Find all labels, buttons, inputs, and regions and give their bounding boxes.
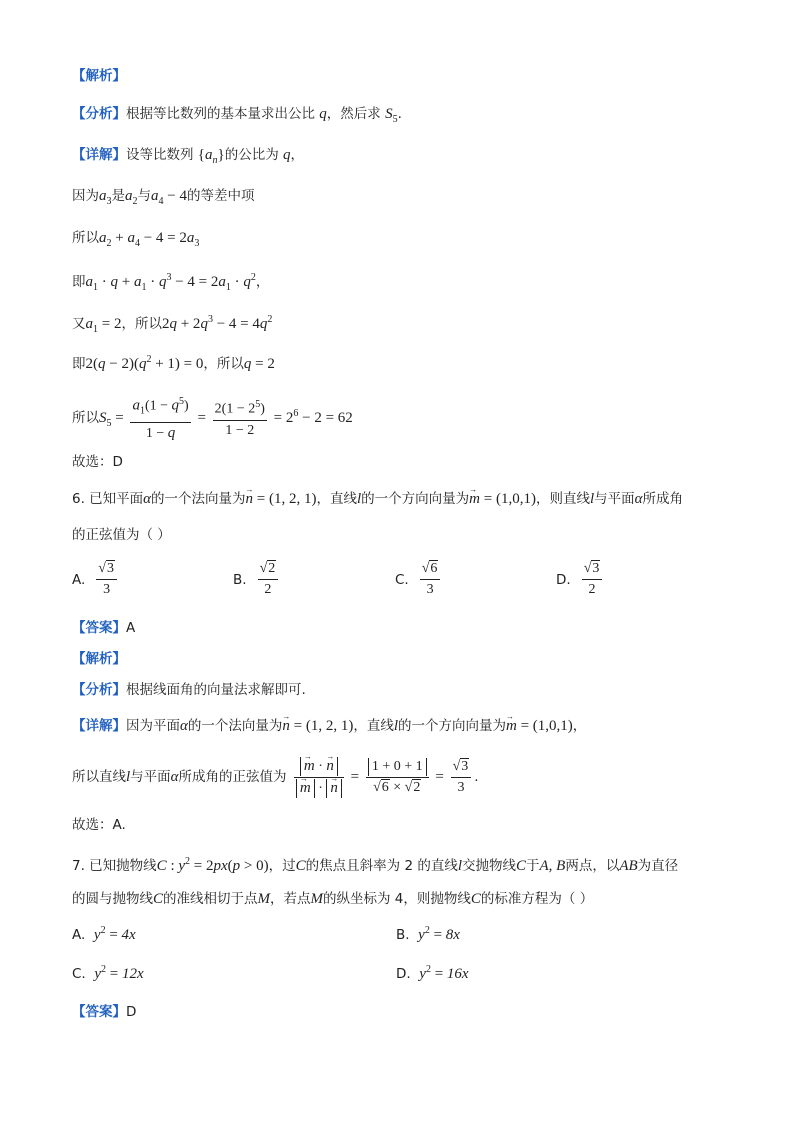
math: q: [283, 147, 291, 163]
math: $y^2$ =: [418, 925, 446, 943]
math: $a_2 + a_4 - 4 = 2a_3$: [99, 230, 200, 249]
option-value: 4x: [121, 927, 136, 943]
text: ，所以: [121, 316, 162, 332]
text: ，直线: [316, 491, 357, 507]
q6-option-a[interactable]: [72, 560, 120, 599]
text: 所成角: [642, 491, 684, 507]
math: q: [319, 106, 327, 122]
q6-stem-line2: 的正弦值为（ ）: [72, 527, 171, 543]
q6-choice: 故选：A.: [72, 817, 126, 833]
q5-line-4: [72, 228, 199, 254]
text: 即: [72, 274, 86, 290]
xiangjie-tag: 【详解】: [72, 718, 126, 734]
text: 根据线面角的向量法求解即可.: [126, 682, 306, 698]
answer-value: D: [126, 1004, 137, 1020]
math: l: [457, 858, 462, 874]
analysis-heading: [72, 66, 126, 86]
math: α: [170, 769, 179, 785]
q5-choice: 故选：D: [72, 454, 123, 470]
denominator: 2: [264, 582, 272, 597]
text: 所成角的正弦值为: [178, 769, 287, 785]
text: ，若点: [270, 891, 311, 907]
text: ，过: [268, 858, 296, 874]
q5-line-3: [72, 186, 254, 212]
text: 的标准方程为（ ）: [480, 891, 594, 907]
numerator: 3: [106, 561, 114, 576]
math: $a_1 = 2$: [85, 316, 122, 335]
q5-analysis-line: [72, 104, 402, 130]
math: C: [470, 891, 481, 907]
analysis-tag: 【解析】: [72, 651, 126, 667]
text: .: [474, 769, 479, 785]
answer-value: A: [126, 620, 136, 636]
text: ，: [572, 718, 587, 734]
math: $y^2$ =: [419, 964, 447, 982]
text: 为直径: [637, 858, 679, 874]
q6-analysis-line: [72, 680, 306, 700]
math: q = 2: [243, 356, 275, 372]
option-label: D.: [396, 966, 411, 982]
math: l: [126, 769, 131, 785]
text: 因为: [72, 188, 99, 204]
math: → m = (1,0,1): [469, 491, 536, 507]
answer-tag: 【答案】: [72, 620, 126, 636]
math: $2q + 2q^3 - 4 = 4q^2$: [161, 314, 273, 332]
option-value: 8x: [445, 927, 460, 943]
q5-detail-line: [72, 145, 304, 171]
math: C: [295, 858, 306, 874]
option-label: B.: [233, 571, 247, 588]
text: 是: [111, 188, 125, 204]
q5-line-6: [72, 310, 272, 340]
math: $2(q - 2)(q^2 + 1) = 0$: [85, 354, 204, 372]
math: $S_5$: [99, 410, 112, 429]
text: 两点，以: [565, 858, 620, 874]
fraction: → m · → n → m · → n: [294, 757, 344, 798]
text: 所以: [72, 410, 99, 426]
numerator: 2: [268, 561, 276, 576]
q6-option-b[interactable]: [233, 560, 281, 599]
text: 交抛物线: [462, 858, 516, 874]
option-value: 16x: [446, 966, 469, 982]
text: ，然后求: [326, 106, 381, 122]
denominator: 3: [103, 582, 111, 597]
option-label: B.: [396, 927, 410, 943]
math: → n = (1, 2, 1): [282, 718, 353, 734]
math: C: [516, 858, 527, 874]
fraction: $\frac{√6}{3}$: [420, 560, 441, 599]
text: 又: [72, 316, 86, 332]
q7-answer: [72, 1002, 136, 1022]
fraction: $\frac{√3}{3}$: [451, 758, 472, 797]
option-label: C.: [72, 966, 86, 982]
text: 所以直线: [72, 769, 126, 785]
math: M: [310, 891, 324, 907]
math: $y^2$ =: [93, 925, 122, 943]
math: → m = (1,0,1): [506, 718, 573, 734]
option-label: D.: [556, 571, 571, 588]
math: $a_2$: [125, 188, 138, 207]
text: 所以: [72, 230, 99, 246]
text: 7. 已知抛物线: [72, 858, 157, 874]
math: C: [153, 891, 164, 907]
math: $a_1 \cdot q + a_1 \cdot q^3 - 4 = 2a_1 \cdot q^2$: [85, 272, 256, 293]
q6-option-c[interactable]: [395, 560, 443, 599]
text: 的公比为: [224, 147, 279, 163]
math: → n = (1, 2, 1): [246, 491, 317, 507]
math: α: [634, 491, 643, 507]
option-value: 12x: [121, 966, 144, 982]
denominator: 2: [588, 582, 596, 597]
text: ，: [255, 274, 270, 290]
q5-line-5: [72, 268, 269, 298]
fenxi-tag: 【分析】: [72, 682, 126, 698]
math: α: [180, 718, 188, 734]
xiangjie-tag: 【详解】: [72, 147, 126, 163]
fraction: $\frac{a_1(1 - q^5)}{1 - q}$: [130, 393, 190, 442]
text: 的纵坐标为 4，则抛物线: [323, 891, 471, 907]
fraction: $\frac{1 + 0 + 1}{√6 \times √2}$: [366, 758, 429, 797]
math: α: [143, 491, 152, 507]
math: l: [357, 491, 362, 507]
math: l: [393, 718, 398, 734]
text: ，直线: [353, 718, 394, 734]
fraction: $\frac{2(1 - 2^5)}{1 - 2}$: [213, 396, 267, 440]
text: 的等差中项: [186, 188, 255, 204]
text: 与平面: [130, 769, 171, 785]
q7-option-b[interactable]: [396, 925, 460, 944]
q6-option-d[interactable]: [556, 560, 605, 599]
analysis-tag: 【解析】: [72, 68, 126, 84]
text: 根据等比数列的基本量求出公比: [126, 106, 315, 122]
q7-option-d[interactable]: [396, 964, 469, 983]
text: ，所以: [203, 356, 244, 372]
math: M: [257, 891, 271, 907]
q7-option-c[interactable]: [72, 964, 144, 983]
q6-answer: [72, 618, 135, 638]
text: 的一个方向向量为: [361, 491, 470, 507]
math: $a_3$: [99, 188, 112, 207]
fraction: $\frac{√3}{3}$: [96, 560, 117, 599]
q6-stem-line1: [72, 489, 683, 509]
option-label: C.: [395, 571, 409, 588]
math: A, B: [539, 858, 566, 874]
option-label: A.: [72, 927, 86, 943]
q7-stem-line1: [72, 852, 678, 876]
text: 的焦点且斜率为 2 的直线: [305, 858, 458, 874]
numerator: 6: [430, 561, 438, 576]
fraction: $\frac{√2}{2}$: [258, 560, 279, 599]
math: $\{a_n\}$: [197, 147, 225, 166]
fenxi-tag: 【分析】: [72, 106, 126, 122]
fraction: $\frac{√3}{2}$: [582, 560, 603, 599]
math: C : $y^2 = 2px(p > 0)$: [156, 856, 269, 874]
q6-detail-line: [72, 716, 586, 736]
math: $S_5$: [385, 106, 398, 125]
text: 设等比数列: [126, 147, 194, 163]
q6-detail-line2: 所以直线l与平面α所成角的正弦值为 → m · → n → m · → n = $\frac{1 + 0 + 1}{√6 \times √2}$ = $\frac{√3}{3}$ .: [72, 752, 479, 802]
text: 6. 已知平面: [72, 491, 144, 507]
math: $y^2$ =: [94, 964, 122, 982]
text: 与平面: [594, 491, 635, 507]
math: $a_4 - 4$: [151, 188, 187, 207]
text: .: [397, 106, 402, 122]
denominator: 3: [426, 582, 434, 597]
text: 的一个方向向量为: [398, 718, 506, 734]
option-label: A.: [72, 571, 86, 588]
q7-option-a[interactable]: [72, 925, 136, 944]
text: 的一个法向量为: [187, 718, 283, 734]
text: 的圆与抛物线: [72, 891, 153, 907]
numerator: 3: [592, 561, 600, 576]
math: AB: [619, 858, 638, 874]
text: ，则直线: [535, 491, 590, 507]
q5-line-8: 所以$S_5$ = $\frac{a_1(1 - q^5)}{1 - q}$ = $\frac{2(1 - 2^5)}{1 - 2}$ = $2^6 - 2 = 62$: [72, 392, 353, 446]
q6-analysis-heading: [72, 649, 126, 669]
text: 即: [72, 356, 86, 372]
answer-tag: 【答案】: [72, 1004, 126, 1020]
q7-stem-line2: [72, 889, 593, 909]
math: l: [589, 491, 595, 507]
text: 与: [137, 188, 151, 204]
text: 的准线相切于点: [163, 891, 258, 907]
text: 的一个法向量为: [151, 491, 246, 507]
text: 于: [526, 858, 540, 874]
text: ，: [290, 147, 304, 163]
text: 因为平面: [126, 718, 180, 734]
q5-line-7: [72, 350, 275, 374]
